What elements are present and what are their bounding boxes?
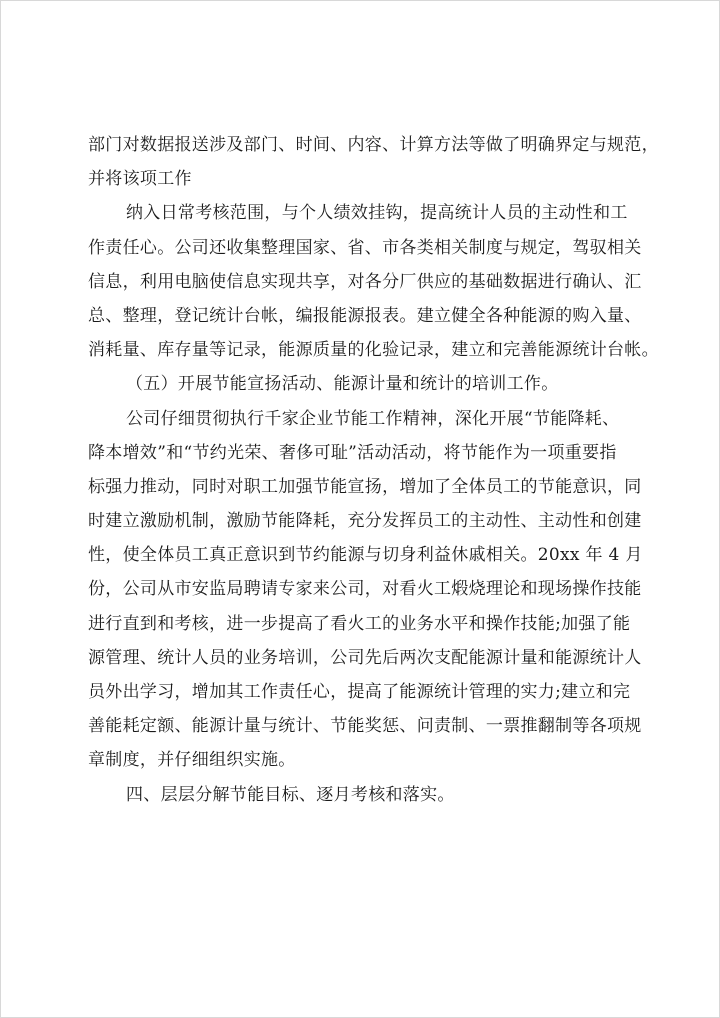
text-line: 信息，利用电脑使信息实现共享，对各分厂供应的基础数据进行确认、汇 (88, 271, 642, 292)
text-line: 善能耗定额、能源计量与统计、节能奖惩、问责制、一票推翻制等各项规 (88, 716, 642, 737)
text-line: 份，公司从市安监局聘请专家来公司，对看火工煅烧理论和现场操作技能 (88, 579, 642, 600)
text-line: 并将该项工作 (88, 169, 192, 190)
document-body (88, 128, 659, 812)
text-line: 时建立激励机制，激励节能降耗，充分发挥员工的主动性、主动性和创建 (88, 511, 642, 532)
text-line: 员外出学习，增加其工作责任心，提高了能源统计管理的实力;建立和完 (88, 682, 631, 702)
text-line: 作责任心。公司还收集整理国家、省、市各类相关制度与规定，驾驭相关 (88, 237, 642, 258)
section-heading-line: （五）开展节能宣扬活动、能源计量和统计的培训工作。 (126, 374, 559, 395)
text-line: 消耗量、库存量等记录，能源质量的化验记录，建立和完善能源统计台帐。 (88, 340, 659, 361)
text-line: 部门对数据报送涉及部门、时间、内容、计算方法等做了明确界定与规范， (88, 135, 659, 155)
text-line: 源管理、统计人员的业务培训，公司先后两次支配能源计量和能源统计人 (88, 647, 642, 668)
text-line: 总、整理，登记统计台帐，编报能源报表。建立健全各种能源的购入量、 (88, 305, 642, 326)
text-line: 降本增效”和“节约光荣、奢侈可耻”活动活动，将节能作为一项重要指 (88, 442, 617, 463)
text-line: 公司仔细贯彻执行千家企业节能工作精神，深化开展“节能降耗、 (126, 408, 620, 429)
text-line: 进行直到和考核，进一步提高了看火工的业务水平和操作技能;加强了能 (88, 613, 631, 634)
text-line: 标强力推动，同时对职工加强节能宣扬，增加了全体员工的节能意识，同 (88, 476, 642, 497)
text-line: 章制度，并仔细组织实施。 (88, 750, 296, 771)
text-line: 性，使全体员工真正意识到节约能源与切身利益休戚相关。20xx 年 4 月 (88, 545, 643, 566)
section-heading-line: 四、层层分解节能目标、逐月考核和落实。 (126, 784, 455, 805)
text-line: 纳入日常考核范围，与个人绩效挂钩，提高统计人员的主动性和工 (126, 203, 628, 224)
